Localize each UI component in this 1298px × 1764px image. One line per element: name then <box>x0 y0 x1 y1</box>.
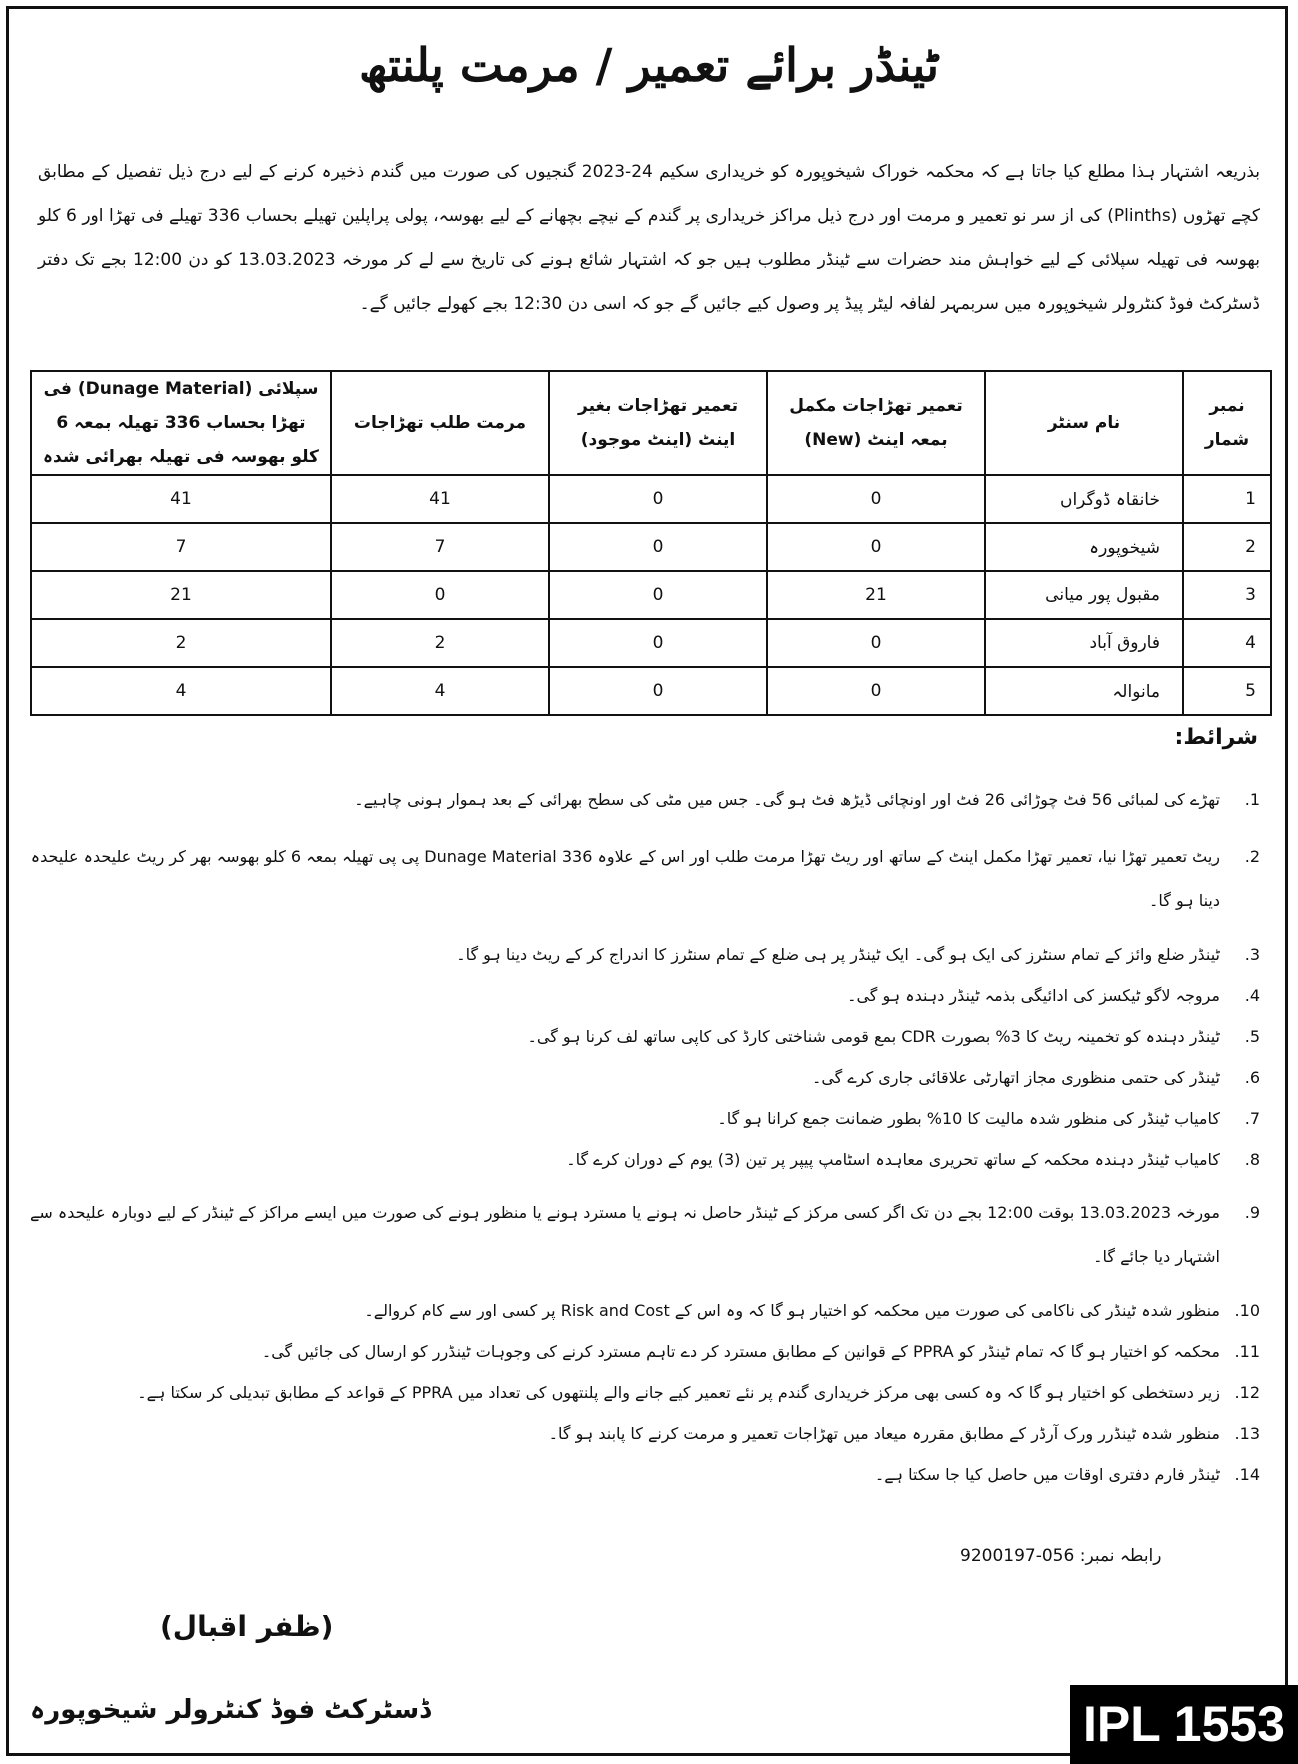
condition-number: 12. <box>1234 1383 1260 1402</box>
cell-new: 0 <box>767 619 985 667</box>
cell-new: 0 <box>767 667 985 715</box>
list-item <box>30 1424 1260 1443</box>
cell-supply: 21 <box>31 571 331 619</box>
table-header-row <box>31 371 1271 475</box>
list-item <box>30 1109 1260 1128</box>
cell-supply: 2 <box>31 619 331 667</box>
table-row <box>31 475 1271 523</box>
list-item <box>30 1383 1260 1402</box>
condition-number: 3. <box>1244 945 1260 964</box>
cell-repair: 4 <box>331 667 549 715</box>
cell-without-brick: 0 <box>549 475 767 523</box>
list-item <box>30 835 1260 923</box>
condition-number: 5. <box>1244 1027 1260 1046</box>
list-item <box>30 986 1260 1005</box>
contact-number: رابطہ نمبر: 056-9200197 <box>960 1546 1162 1566</box>
list-item <box>30 1150 1260 1169</box>
cell-serial: 4 <box>1183 619 1271 667</box>
cell-serial: 5 <box>1183 667 1271 715</box>
condition-text: تھڑے کی لمبائی 56 فٹ چوڑائی 26 فٹ اور اونچائی ڈیڑھ فٹ ہو گی۔ جس میں مٹی کی سطح بھرائی کے بعد ہموار ہونی چاہیے۔ <box>354 790 1220 809</box>
condition-text: ریٹ تعمیر تھڑا نیا، تعمیر تھڑا مکمل اینٹ کے ساتھ اور ریٹ تھڑا مرمت طلب اور اس کے علاوہ Dunage Material 336 پی پی تھیلہ بمعہ 6 کلو بھوسہ بھر کر ریٹ علیحدہ علیحدہ دینا ہو گا۔ <box>30 847 1220 910</box>
condition-number: 7. <box>1244 1109 1260 1128</box>
condition-text: مورخہ 13.03.2023 بوقت 12:00 بجے دن تک اگر کسی مرکز کے ٹینڈر حاصل نہ ہونے یا مسترد ہونے یا منظور ہونے کی صورت میں ایسے مراکز کے ٹینڈر کے لیے دوبارہ علیحدہ سے اشتہار دیا جائے گا۔ <box>29 1203 1220 1266</box>
list-item <box>30 945 1260 964</box>
cell-center-name: مانوالہ <box>985 667 1183 715</box>
cell-without-brick: 0 <box>549 523 767 571</box>
condition-text: ٹینڈر دہندہ کو تخمینہ ریٹ کا 3% بصورت CDR بمع قومی شناختی کارڈ کی کاپی ساتھ لف کرنا ہو گی۔ <box>527 1027 1220 1046</box>
condition-number: 8. <box>1244 1150 1260 1169</box>
cell-repair: 41 <box>331 475 549 523</box>
cell-serial: 2 <box>1183 523 1271 571</box>
condition-text: محکمہ کو اختیار ہو گا کہ تمام ٹینڈر کو PPRA کے قوانین کے مطابق مسترد کر دے تاہم مسترد کرنے کی وجوہات ٹینڈرر کو ارسال کی جائیں گی۔ <box>261 1342 1220 1361</box>
condition-text: کامیاب ٹینڈر کی منظور شدہ مالیت کا 10% بطور ضمانت جمع کرانا ہو گا۔ <box>717 1109 1220 1128</box>
table-row <box>31 619 1271 667</box>
cell-new: 0 <box>767 523 985 571</box>
cell-serial: 3 <box>1183 571 1271 619</box>
centers-table <box>30 370 1272 716</box>
condition-number: 6. <box>1244 1068 1260 1087</box>
table-row <box>31 571 1271 619</box>
condition-text: مروجہ لاگو ٹیکسز کی ادائیگی بذمہ ٹینڈر دہندہ ہو گی۔ <box>847 986 1220 1005</box>
condition-number: 13. <box>1234 1424 1260 1443</box>
col-header-dunage-supply: سپلائی (Dunage Material) فی تھڑا بحساب 336 تھیلہ بمعہ 6 کلو بھوسہ فی تھیلہ بھرائی شدہ <box>31 371 331 475</box>
intro-paragraph: بذریعہ اشتہار ہذا مطلع کیا جاتا ہے کہ محکمہ خوراک شیخوپورہ کو خریداری سکیم 24-2023 گنجیوں کی صورت میں گندم ذخیرہ کرنے کے لیے درج ذیل تفصیل کے مطابق کچے تھڑوں (Plinths) کی از سر نو تعمیر و مرمت اور درج ذیل مراکز خریداری پر گندم کے نیچے بچھانے کے لیے بھوسہ، پولی پراپلین تھیلے بحساب 336 تھیلے فی تھڑا اور 6 کلو بھوسہ فی تھیلہ سپلائی کے لیے خواہش مند حضرات سے ٹینڈر مطلوب ہیں جو کہ اشتہار شائع ہونے کی تاریخ سے لے کر مورخہ 13.03.2023 کو دن 12:00 بجے تک دفتر ڈسٹرکٹ فوڈ کنٹرولر شیخوپورہ میں سربمہر لفافہ لیٹر پیڈ پر وصول کیے جائیں گے جو کہ اسی دن 12:30 بجے کھولے جائیں گے۔ <box>38 162 1260 314</box>
list-item <box>30 1027 1260 1046</box>
condition-number: 14. <box>1234 1465 1260 1484</box>
list-item <box>30 1191 1260 1279</box>
cell-new: 21 <box>767 571 985 619</box>
cell-supply: 7 <box>31 523 331 571</box>
cell-new: 0 <box>767 475 985 523</box>
signatory-name: (ظفر اقبال) <box>160 1610 334 1643</box>
col-header-center-name: نام سنٹر <box>985 371 1183 475</box>
cell-repair: 0 <box>331 571 549 619</box>
condition-number: 2. <box>1244 847 1260 866</box>
condition-text: ٹینڈر ضلع وائز کے تمام سنٹرز کی ایک ہو گی۔ ایک ٹینڈر پر ہی ضلع کے تمام سنٹرز کا اندراج کر کے ریٹ دینا ہو گا۔ <box>456 945 1220 964</box>
list-item <box>30 1465 1260 1484</box>
condition-text: ٹینڈر فارم دفتری اوقات میں حاصل کیا جا سکتا ہے۔ <box>874 1465 1220 1484</box>
condition-number: 11. <box>1234 1342 1260 1361</box>
cell-without-brick: 0 <box>549 619 767 667</box>
list-item <box>30 1342 1260 1361</box>
list-item <box>30 1068 1260 1087</box>
cell-supply: 4 <box>31 667 331 715</box>
cell-center-name: مقبول پور میانی <box>985 571 1183 619</box>
condition-text: منظور شدہ ٹینڈرر ورک آرڈر کے مطابق مقررہ میعاد میں تھڑاجات تعمیر و مرمت کرنے کا پابند ہو گا۔ <box>548 1424 1220 1443</box>
condition-number: 10. <box>1234 1301 1260 1320</box>
cell-serial: 1 <box>1183 475 1271 523</box>
col-header-serial: نمبر شمار <box>1183 371 1271 475</box>
table-row <box>31 523 1271 571</box>
condition-number: 4. <box>1244 986 1260 1005</box>
conditions-list <box>30 790 1260 1484</box>
list-item <box>30 1301 1260 1320</box>
condition-text: ٹینڈر کی حتمی منظوری مجاز اتھارٹی علاقائی جاری کرے گی۔ <box>811 1068 1220 1087</box>
cell-without-brick: 0 <box>549 571 767 619</box>
col-header-new-construction: تعمیر تھڑاجات مکمل بمعہ اینٹ (New) <box>767 371 985 475</box>
col-header-construction-without-brick: تعمیر تھڑاجات بغیر اینٹ (اینٹ موجود) <box>549 371 767 475</box>
list-item <box>30 790 1260 809</box>
cell-repair: 2 <box>331 619 549 667</box>
condition-number: 9. <box>1244 1203 1260 1222</box>
page-title: ٹینڈر برائے تعمیر / مرمت پلنتھ <box>358 38 940 92</box>
col-header-repair: مرمت طلب تھڑاجات <box>331 371 549 475</box>
signatory-title: ڈسٹرکٹ فوڈ کنٹرولر شیخوپورہ <box>30 1695 431 1725</box>
cell-center-name: شیخوپورہ <box>985 523 1183 571</box>
cell-without-brick: 0 <box>549 667 767 715</box>
cell-center-name: فاروق آباد <box>985 619 1183 667</box>
condition-text: منظور شدہ ٹینڈر کی ناکامی کی صورت میں محکمہ کو اختیار ہو گا کہ وہ اس کے Risk and Cost پر کسی اور سے کام کروالے۔ <box>364 1301 1220 1320</box>
table-row <box>31 667 1271 715</box>
cell-center-name: خانقاہ ڈوگراں <box>985 475 1183 523</box>
conditions-heading: شرائط: <box>1174 725 1258 750</box>
cell-supply: 41 <box>31 475 331 523</box>
condition-text: کامیاب ٹینڈر دہندہ محکمہ کے ساتھ تحریری معاہدہ اسٹامپ پیپر پر تین (3) یوم کے دوران کرے گا۔ <box>566 1150 1220 1169</box>
condition-text: زیر دستخطی کو اختیار ہو گا کہ وہ کسی بھی مرکز خریداری گندم پر نئے تعمیر کیے جانے والے پلنتھوں کی تعداد میں PPRA کے قواعد کے مطابق تبدیلی کر سکتا ہے۔ <box>137 1383 1220 1402</box>
cell-repair: 7 <box>331 523 549 571</box>
ipl-badge: IPL 1553 <box>1070 1685 1298 1764</box>
condition-number: 1. <box>1244 790 1260 809</box>
